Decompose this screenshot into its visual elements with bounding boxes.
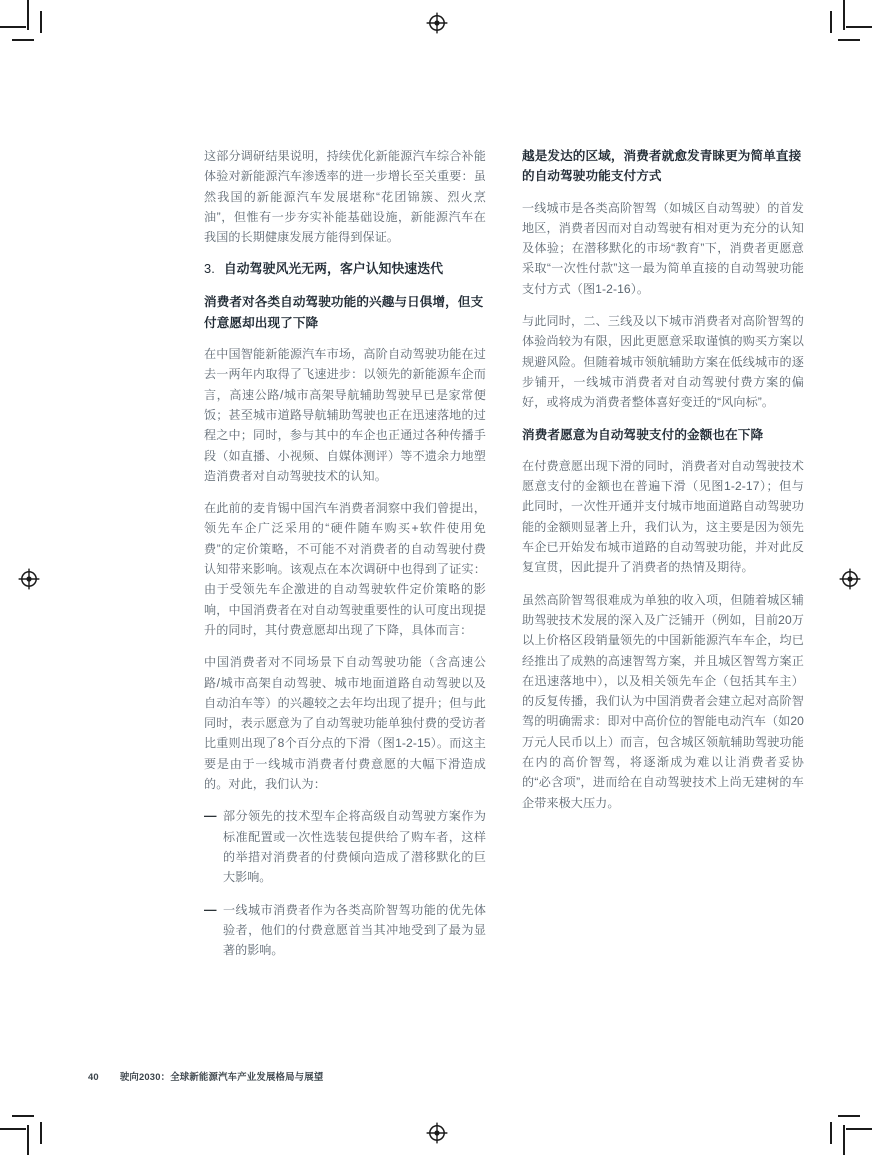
section-heading-3 — [204, 259, 486, 279]
subheading: 消费者愿意为自动驾驶支付的金额也在下降 — [522, 427, 764, 442]
crop-mark-top-right-inner-vertical — [830, 11, 832, 33]
crop-mark-top-right-vertical — [843, 0, 845, 30]
paragraph: 在此前的麦肯锡中国汽车消费者洞察中我们曾提出，领先车企广泛采用的“硬件随车购买+软件使用免费”的定价策略，不可能不对消费者的自动驾驶付费认知带来影响。该观点在本次调研中也得到了证实：由于受领先车企激进的自动驾驶软件定价策略的影响，中国消费者在对自动驾驶重要性的认可度出现提升的同时，其付费意愿却出现了下降，具体而言： — [204, 501, 486, 637]
paragraph: 中国消费者对不同场景下自动驾驶功能（含高速公路/城市高架自动驾驶、城市地面道路自动驾驶以及自动泊车等）的兴趣较之去年均出现了提升；但与此同时，表示愿意为了自动驾驶功能单独付费的受访者比重则出现了8个百分点的下滑（图1-2-15）。而这主要是由于一线城市消费者付费意愿的大幅下滑造成的。对此，我们认为： — [204, 655, 486, 792]
registration-target-icon-right — [839, 568, 861, 590]
paragraph: 与此同时，二、三线及以下城市消费者对高阶智驾的体验尚较为有限，因此更愿意采取谨慎的购买方案以规避风险。但随着城市领航辅助方案在低线城市的逐步铺开，一线城市消费者对自动驾驶付费方案的偏好，或将成为消费者整体喜好变迁的“风向标”。 — [522, 314, 804, 410]
paragraph: 一线城市是各类高阶智驾（如城区自动驾驶）的首发地区，消费者因而对自动驾驶有相对更为充分的认知及体验；在潜移默化的市场“教育”下，消费者更愿意采取“一次性付款”这一最为简单直接的自动驾驶功能支付方式（图1-2-16）。 — [522, 200, 804, 296]
page-footer — [88, 1069, 323, 1083]
bullet-dash-icon: — — [204, 902, 217, 917]
crop-mark-top-left-inner-horizontal — [12, 39, 34, 41]
crop-mark-top-left-inner-vertical — [40, 11, 42, 33]
crop-mark-bottom-right-horizontal — [846, 1128, 872, 1130]
subheading: 越是发达的区域，消费者就愈发青睐更为简单直接的自动驾驶功能支付方式 — [522, 149, 802, 184]
crop-mark-bottom-left-inner-horizontal — [12, 1115, 34, 1117]
crop-mark-top-right-inner-horizontal — [838, 39, 860, 41]
paragraph: 在中国智能新能源汽车市场，高阶自动驾驶功能在过去一两年内取得了飞速进步：以领先的新能源车企而言，高速公路/城市高架导航辅助驾驶早已是家常便饭；甚至城市道路导航辅助驾驶也正在迅速落地的过程之中；同时，参与其中的车企也正通过各种传播手段（如直播、小视频、自媒体测评）等不遗余力地塑造消费者对自动驾驶技术的认知。 — [204, 347, 486, 483]
bullet-dash-icon: — — [204, 809, 217, 824]
crop-mark-bottom-right-inner-vertical — [830, 1122, 832, 1144]
paragraph: 在付费意愿出现下滑的同时，消费者对自动驾驶技术愿意支付的金额也在普遍下滑（见图1-2-17）；但与此同时，一次性开通并支付城市地面道路自动驾驶功能的金额则显著上升，我们认为，这主要是因为领先车企已开始发布城市道路的自动驾驶功能，并对此反复宣贯，因此提升了消费者的热情及期待。 — [522, 458, 804, 575]
section-title: 自动驾驶风光无两，客户认知快速迭代 — [223, 261, 444, 277]
section-number: 3. — [204, 261, 215, 277]
article-body — [204, 146, 804, 960]
registration-target-icon-bottom — [426, 1122, 448, 1144]
paragraph: 虽然高阶智驾很难成为单独的收入项，但随着城区辅助驾驶技术发展的深入及广泛铺开（例如，目前20万以上价格区段销量领先的中国新能源汽车车企，均已经推出了成熟的高速智驾方案，并且城区智驾方案正在迅速落地中），以及相关领先车企（包括其车主）的反复传播，我们认为中国消费者会建立起对高阶智驾的明确需求：即对中高价位的智能电动汽车（如20万元人民币以上）而言，包含城区领航辅助驾驶功能在内的高价智驾，将逐渐成为难以让消费者妥协的“必含项”，进而给在自动驾驶技术上尚无建树的车企带来极大压力。 — [522, 592, 804, 810]
crop-mark-top-left-horizontal — [0, 26, 26, 28]
page-number: 40 — [88, 1071, 99, 1082]
paragraph: 这部分调研结果说明，持续优化新能源汽车综合补能体验对新能源汽车渗透率的进一步增长至关重要：虽然我国的新能源汽车发展堪称“花团锦簇、烈火烹油”，但惟有一步夯实补能基础设施，新能源汽车在我国的长期健康发展方能得到保证。 — [204, 149, 486, 245]
book-title: 驶向2030：全球新能源汽车产业发展格局与展望 — [119, 1071, 324, 1082]
subheading: 消费者对各类自动驾驶功能的兴趣与日俱增，但支付意愿却出现了下降 — [204, 295, 484, 330]
list-item — [204, 900, 486, 961]
list-item — [204, 806, 486, 887]
crop-mark-top-right-horizontal — [846, 26, 872, 28]
registration-target-icon-top — [426, 12, 448, 34]
left-column — [204, 146, 486, 960]
crop-mark-bottom-left-vertical — [27, 1125, 29, 1155]
bullet-list — [204, 806, 486, 960]
registration-target-icon-left — [18, 568, 40, 590]
crop-mark-bottom-right-vertical — [843, 1125, 845, 1155]
crop-mark-bottom-right-inner-horizontal — [838, 1115, 860, 1117]
crop-mark-bottom-left-horizontal — [0, 1128, 26, 1130]
crop-mark-bottom-left-inner-vertical — [40, 1122, 42, 1144]
list-item-text: 部分领先的技术型车企将高级自动驾驶方案作为标准配置或一次性选装包提供给了购车者，这样的举措对消费者的付费倾向造成了潜移默化的巨大影响。 — [223, 809, 486, 885]
right-column — [522, 146, 804, 813]
crop-mark-top-left-vertical — [27, 0, 29, 30]
list-item-text: 一线城市消费者作为各类高阶智驾功能的优先体验者，他们的付费意愿首当其冲地受到了最为显著的影响。 — [223, 902, 486, 958]
